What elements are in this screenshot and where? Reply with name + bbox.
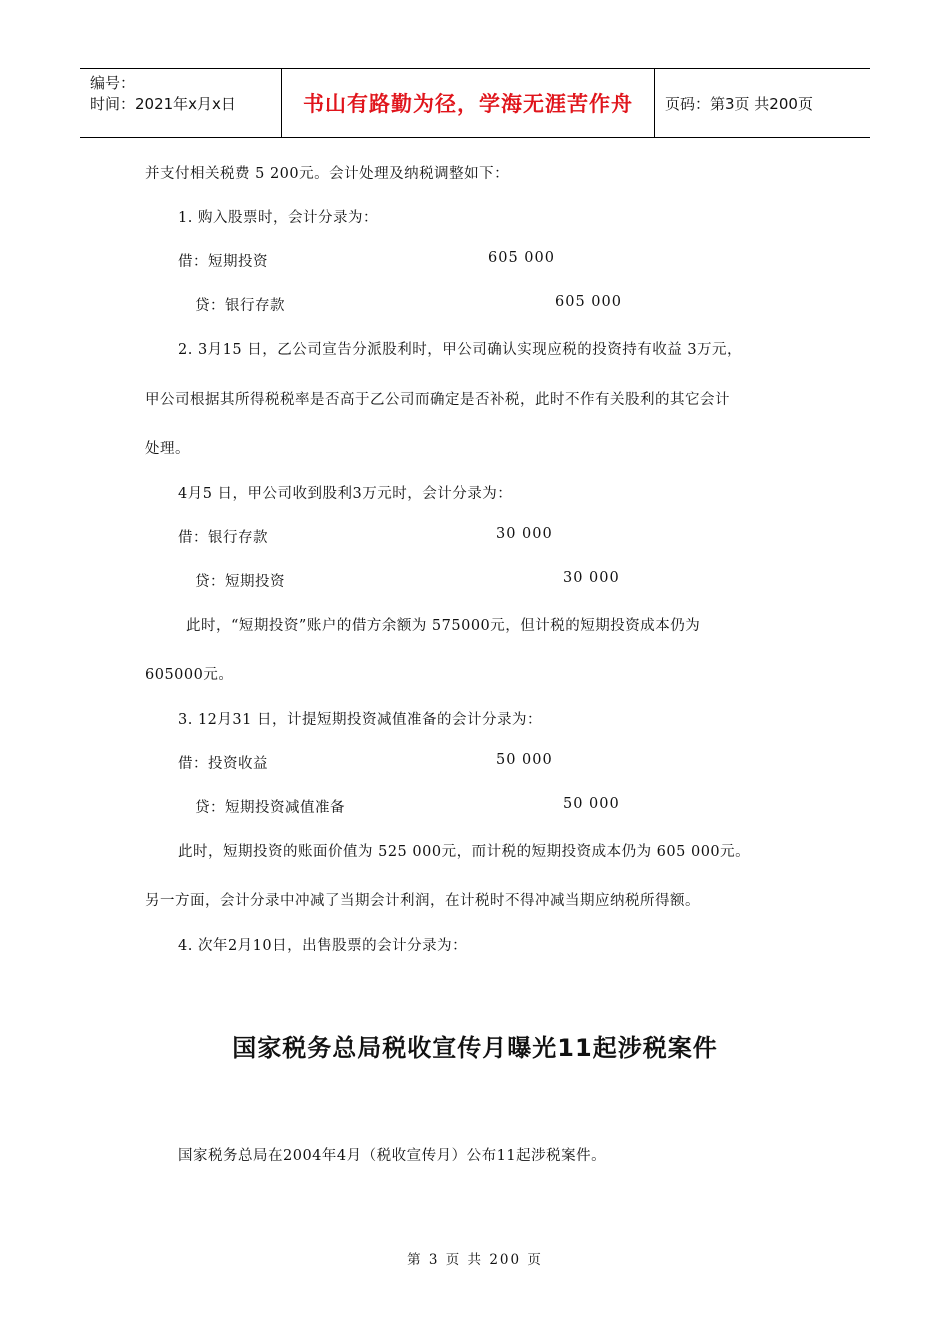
entry-debit-account: 借：投资收益 [178, 756, 268, 772]
paragraph-line: 另一方面，会计分录中冲减了当期会计利润，在计税时不得冲减当期应纳税所得额。 [145, 893, 700, 909]
entry-credit-amount: 605 000 [555, 294, 622, 310]
paragraph-line: 605000元。 [145, 667, 234, 683]
section-title: 国家税务总局税收宣传月曝光11起涉税案件 [232, 1034, 718, 1062]
header-page-info: 页码：第3页 共200页 [665, 94, 813, 113]
entry-credit-account: 贷：短期投资 [195, 574, 285, 590]
paragraph-line: 处理。 [145, 441, 190, 457]
page-footer: 第 3 页 共 200 页 [407, 1252, 543, 1268]
entry-credit-amount: 50 000 [563, 796, 620, 812]
paragraph-line: 并支付相关税费 5 200元。会计处理及纳税调整如下： [145, 166, 510, 182]
entry-credit-account: 贷：银行存款 [195, 298, 285, 314]
entry-debit-account: 借：银行存款 [178, 530, 268, 546]
header-meta [80, 69, 282, 137]
paragraph-line: 此时，“短期投资”账户的借方余额为 575000元，但计税的短期投资成本仍为 [186, 618, 701, 634]
entry-debit-amount: 50 000 [496, 752, 553, 768]
paragraph-line: 甲公司根据其所得税税率是否高于乙公司而确定是否补税，此时不作有关股利的其它会计 [145, 392, 730, 408]
entry-debit-amount: 605 000 [488, 250, 555, 266]
doc-time-label: 时间：2021年x月x日 [90, 95, 236, 113]
header-motto: 书山有路勤为径，学海无涯苦作舟 [282, 69, 655, 137]
entry-credit-account: 贷：短期投资减值准备 [195, 800, 345, 816]
paragraph-line: 2. 3月15 日，乙公司宣告分派股利时，甲公司确认实现应税的投资持有收益 3万元， [178, 342, 743, 358]
paragraph-line: 国家税务总局在2004年4月（税收宣传月）公布11起涉税案件。 [178, 1148, 607, 1164]
paragraph-line: 1. 购入股票时，会计分录为： [178, 210, 378, 226]
paragraph-line: 4. 次年2月10日，出售股票的会计分录为： [178, 938, 468, 954]
entry-credit-amount: 30 000 [563, 570, 620, 586]
entry-debit-account: 借：短期投资 [178, 254, 268, 270]
paragraph-line: 4月5 日，甲公司收到股利3万元时，会计分录为： [178, 486, 513, 502]
doc-number-label: 编号： [90, 74, 136, 92]
paragraph-line: 此时，短期投资的账面价值为 525 000元，而计税的短期投资成本仍为 605 000元。 [178, 844, 751, 860]
paragraph-line: 3. 12月31 日，计提短期投资减值准备的会计分录为： [178, 712, 542, 728]
entry-debit-amount: 30 000 [496, 526, 553, 542]
page-header [80, 68, 870, 138]
